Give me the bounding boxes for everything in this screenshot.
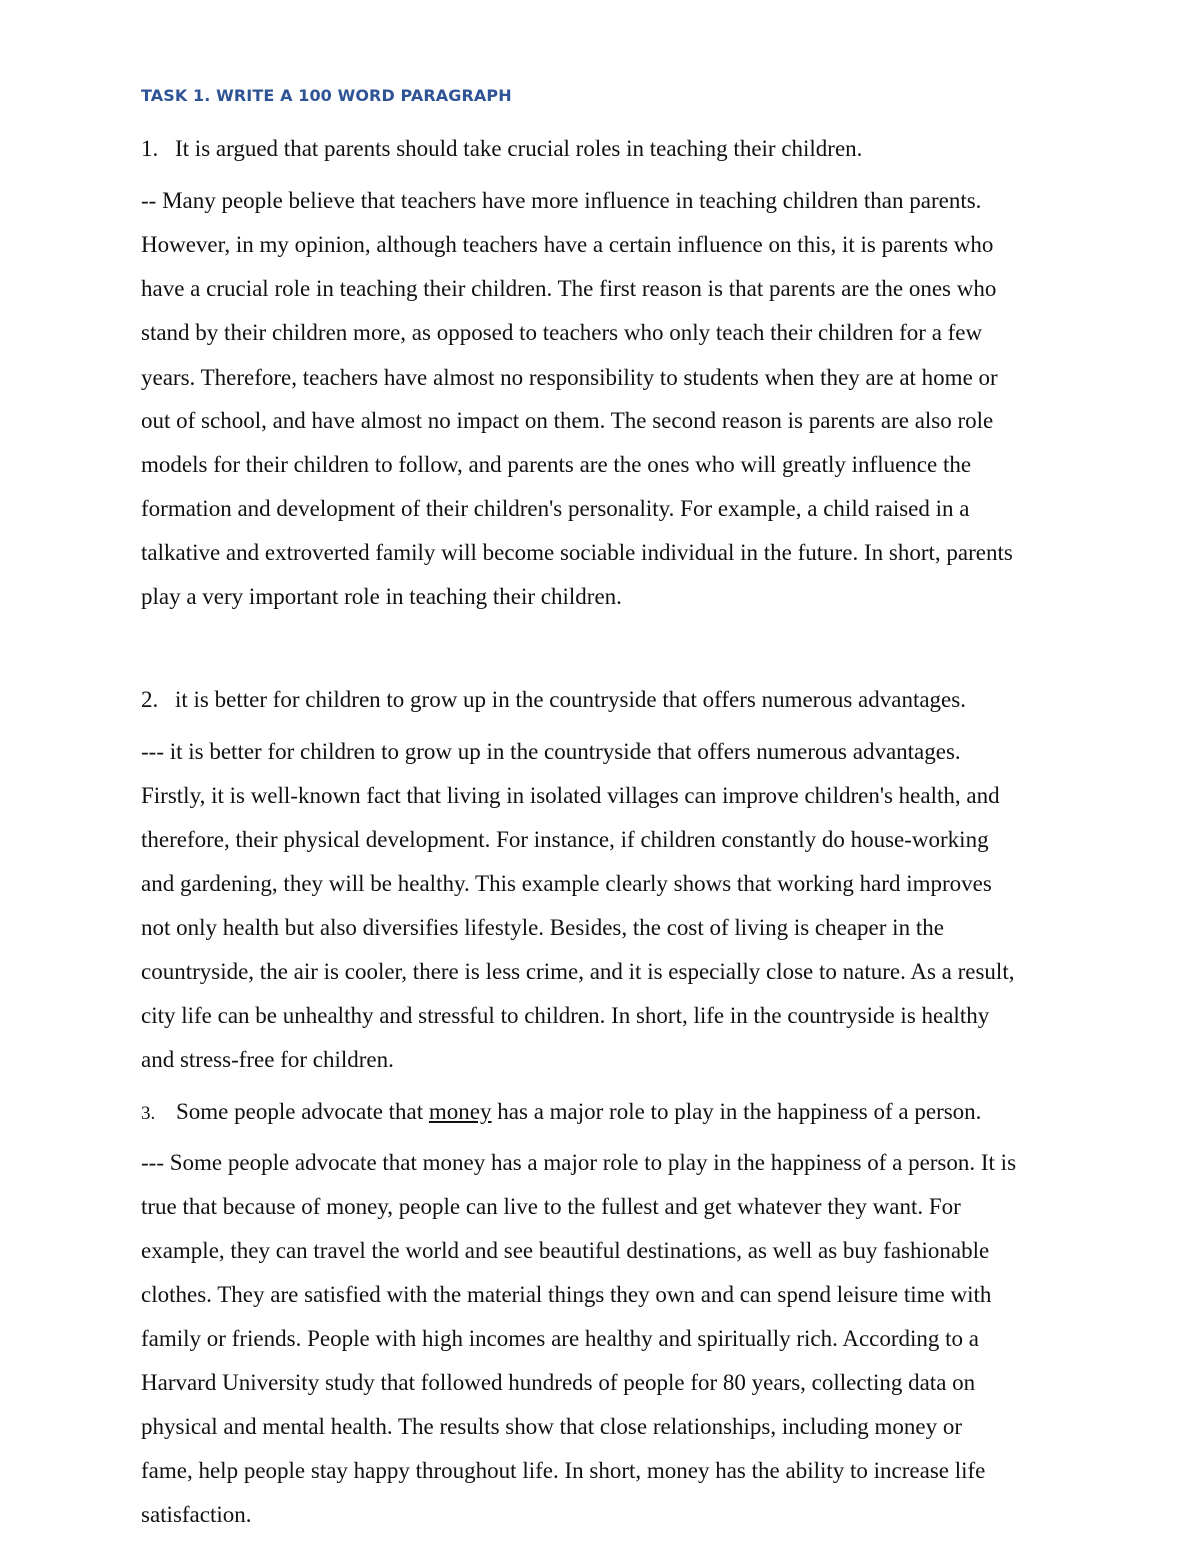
paragraph-line: formation and development of their children's personality. For example, a child raised in a [141,496,970,521]
paragraph-line: true that because of money, people can live to the fullest and get whatever they want. For [141,1194,961,1219]
paragraph-line: and stress-free for children. [141,1047,394,1072]
paragraph-line: have a crucial role in teaching their children. The first reason is that parents are the ones who [141,276,997,301]
paragraph-line: --- it is better for children to grow up in the countryside that offers numerous advantages. [141,739,961,764]
paragraph-line: -- Many people believe that teachers have more influence in teaching children than parents. [141,188,982,213]
paragraph-line: play a very important role in teaching their children. [141,584,622,609]
question-text: it is better for children to grow up in the countryside that offers numerous advantages. [175,687,966,712]
question-number: 2. [141,687,159,712]
paragraph-line: family or friends. People with high incomes are healthy and spiritually rich. According to a [141,1326,980,1351]
question-3 [141,1097,981,1129]
paragraph-line: not only health but also diversifies lifestyle. Besides, the cost of living is cheaper in the [141,915,944,940]
task-heading: TASK 1. WRITE A 100 WORD PARAGRAPH [141,86,512,105]
question-text-start: Some people advocate that [176,1099,429,1124]
paragraph-line: --- Some people advocate that money has a major role to play in the happiness of a person. It is [141,1150,1017,1175]
underlined-word: money [428,1099,492,1124]
paragraph-line: clothes. They are satisfied with the material things they own and can spend leisure time with [141,1282,992,1307]
question-number: 1. [141,136,159,161]
paragraph-line: countryside, the air is cooler, there is less crime, and it is especially close to nature. As a result, [141,959,1015,984]
question-text: It is argued that parents should take crucial roles in teaching their children. [175,136,863,161]
paragraph-line: and gardening, they will be healthy. This example clearly shows that working hard improves [141,871,992,896]
paragraph-line: years. Therefore, teachers have almost no responsibility to students when they are at home or [141,365,998,390]
paragraph-line: stand by their children more, as opposed to teachers who only teach their children for a few [141,320,983,345]
question-text-end: has a major role to play in the happiness of a person. [491,1099,982,1124]
paragraph-line: example, they can travel the world and see beautiful destinations, as well as buy fashionable [141,1238,990,1263]
paragraph-line: therefore, their physical development. For instance, if children constantly do house-working [141,827,989,852]
paragraph-line: physical and mental health. The results show that close relationships, including money or [141,1414,963,1439]
paragraph-line: fame, help people stay happy throughout life. In short, money has the ability to increase life [141,1458,986,1483]
paragraph-line: Harvard University study that followed hundreds of people for 80 years, collecting data on [141,1370,976,1395]
paragraph-line: talkative and extroverted family will become sociable individual in the future. In short, parents [141,540,1013,565]
question-1 [141,134,862,164]
paragraph-line: satisfaction. [141,1502,252,1527]
paragraph-line: out of school, and have almost no impact on them. The second reason is parents are also role [141,408,994,433]
question-number: 3. [141,1103,156,1124]
paragraph-line: city life can be unhealthy and stressful to children. In short, life in the countryside is healthy [141,1003,990,1028]
paragraph-line: models for their children to follow, and parents are the ones who will greatly influence the [141,452,972,477]
paragraph-line: Firstly, it is well-known fact that living in isolated villages can improve children's health, and [141,783,1000,808]
question-2 [141,685,966,715]
paragraph-line: However, in my opinion, although teachers have a certain influence on this, it is parents who [141,232,994,257]
